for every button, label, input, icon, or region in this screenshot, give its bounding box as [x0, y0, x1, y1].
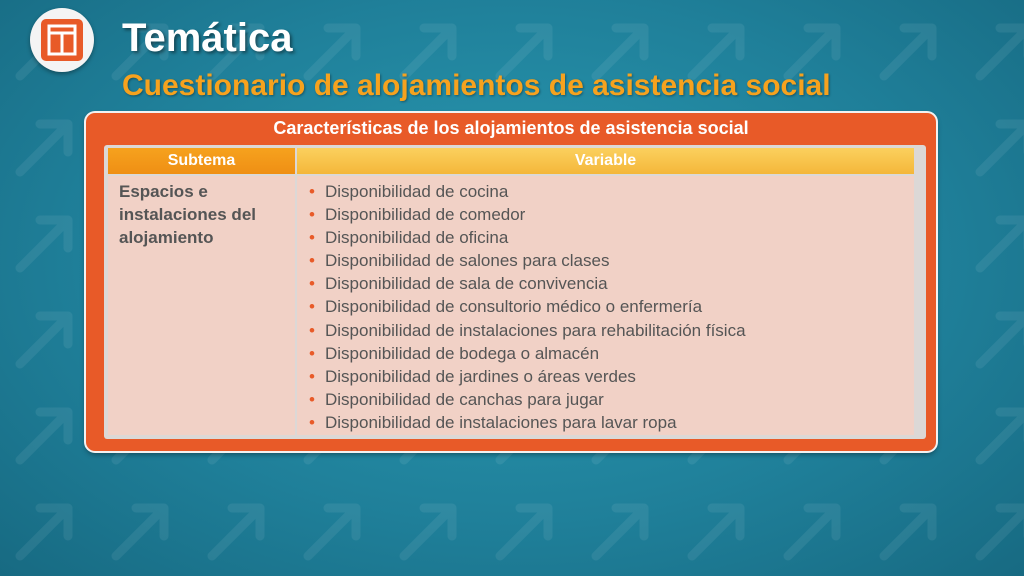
panel-title: Características de los alojamientos de asistencia social — [273, 118, 749, 138]
list-item: • Disponibilidad de bodega o almacén — [309, 342, 746, 365]
characteristics-table — [104, 145, 926, 439]
slide-title: Temática — [122, 16, 293, 60]
subtema-cell — [108, 176, 295, 435]
slide-logo — [30, 8, 94, 72]
list-item: • Disponibilidad de comedor — [309, 203, 746, 226]
slide-subtitle: Cuestionario de alojamientos de asistencia social — [122, 69, 831, 102]
list-item: • Disponibilidad de instalaciones para lavar ropa — [309, 411, 746, 434]
list-item: • Disponibilidad de jardines o áreas verdes — [309, 365, 746, 388]
header-subtema: Subtema — [108, 148, 295, 174]
list-item: • Disponibilidad de salones para clases — [309, 249, 746, 272]
list-item: • Disponibilidad de consultorio médico o enfermería — [309, 295, 746, 318]
subtema-label: Espacios e instalaciones del alojamiento — [119, 182, 256, 247]
variable-list — [309, 180, 746, 434]
list-item: • Disponibilidad de cocina — [309, 180, 746, 203]
variable-cell — [297, 176, 914, 435]
list-item: • Disponibilidad de oficina — [309, 226, 746, 249]
window-frame-icon — [39, 17, 85, 63]
characteristics-panel — [86, 113, 936, 451]
list-item: • Disponibilidad de instalaciones para rehabilitación física — [309, 319, 746, 342]
list-item: • Disponibilidad de canchas para jugar — [309, 388, 746, 411]
list-item: • Disponibilidad de sala de convivencia — [309, 272, 746, 295]
header-variable: Variable — [297, 148, 914, 174]
